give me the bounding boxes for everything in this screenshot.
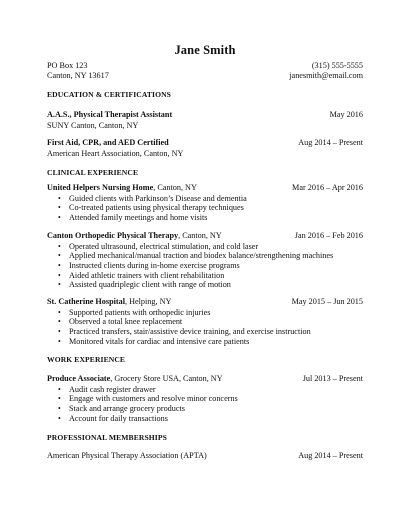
phone-number: (315) 555-5555 [311,61,363,70]
clinical-location: , Canton, NY [153,183,197,192]
membership-date: Aug 2014 – Present [298,451,363,460]
list-item: • Monitored vitals for cardiac and intensive care patients [58,336,250,346]
work-bullets [47,385,363,424]
clinical-date: May 2015 – Jun 2015 [291,297,363,306]
clinical-date: Mar 2016 – Apr 2016 [292,183,363,192]
membership-entry [47,451,363,462]
clinical-entry [47,297,363,346]
education-date: May 2016 [329,110,363,119]
clinical-location: , Helping, NY [125,297,172,306]
bullet-icon: • [58,212,61,222]
clinical-bullets [47,308,363,347]
contact-block [289,61,363,81]
bullet-icon: • [58,394,61,404]
work-heading: WORK EXPERIENCE [47,355,126,364]
certification-date: Aug 2014 – Present [298,138,363,147]
bullet-icon: • [58,270,61,280]
list-item: • Attended family meetings and home visits [58,212,208,222]
bullet-icon: • [58,326,61,336]
bullet-icon: • [58,384,61,394]
bullet-icon: • [58,280,61,290]
clinical-org: St. Catherine Hospital [47,297,126,306]
clinical-org: Canton Orthopedic Physical Therapy [47,231,179,240]
clinical-org: United Helpers Nursing Home [47,183,154,192]
work-date: Jul 2013 – Present [302,374,363,383]
clinical-heading: CLINICAL EXPERIENCE [47,168,139,177]
education-entry [47,110,363,131]
membership-title: American Physical Therapy Association (APTA) [47,451,207,460]
clinical-entry [47,231,363,290]
bullet-icon: • [58,403,61,413]
education-heading: EDUCATION & CERTIFICATIONS [47,90,171,99]
work-title: Produce Associate [47,374,111,383]
clinical-location: , Canton, NY [178,231,222,240]
address-block [47,61,109,81]
list-item: • Applied mechanical/manual traction and biodex balance/strengthening machines [58,251,334,261]
list-item: • Operated ultrasound, electrical stimulation, and cold laser [58,241,259,251]
bullet-icon: • [58,413,61,423]
education-title: A.A.S., Physical Therapist Assistant [47,110,173,119]
bullet-icon: • [58,307,61,317]
work-entry [47,374,363,423]
list-item: • Assisted quadriplegic client with range of motion [58,280,231,290]
list-item: • Account for daily transactions [58,413,168,423]
clinical-bullets [47,242,363,291]
address-line-1: PO Box 123 [47,61,88,70]
list-item: • Engage with customers and resolve minor concerns [58,394,238,404]
list-item: • Practiced transfers, stair/assistive device training, and exercise instruction [58,326,311,336]
bullet-icon: • [58,251,61,261]
list-item: • Co-treated patients using physical therapy techniques [58,203,244,213]
list-item: • Supported patients with orthopedic injuries [58,307,211,317]
clinical-date: Jan 2016 – Feb 2016 [294,231,363,240]
clinical-bullets [47,194,363,223]
list-item: • Audit cash register drawer [58,384,156,394]
bullet-icon: • [58,336,61,346]
list-item: • Observed a total knee replacement [58,317,183,327]
memberships-heading: PROFESSIONAL MEMBERSHIPS [47,433,167,442]
certification-issuer: American Heart Association, Canton, NY [47,148,184,158]
list-item: • Aided athletic trainers with client rehabilitation [58,270,225,280]
bullet-icon: • [58,317,61,327]
email-address: janesmith@email.com [289,71,363,80]
address-line-2: Canton, NY 13617 [47,71,109,80]
bullet-icon: • [58,203,61,213]
certification-entry [47,138,363,159]
clinical-entry [47,183,363,223]
resume-name: Jane Smith [174,43,236,57]
work-location: , Grocery Store USA, Canton, NY [110,374,223,383]
bullet-icon: • [58,193,61,203]
certification-title: First Aid, CPR, and AED Certified [47,138,169,147]
bullet-icon: • [58,241,61,251]
list-item: • Stack and arrange grocery products [58,403,185,413]
list-item: • Instructed clients during in-home exercise programs [58,260,240,270]
list-item: • Guided clients with Parkinson’s Disease and dementia [58,193,247,203]
bullet-icon: • [58,260,61,270]
education-institution: SUNY Canton, Canton, NY [47,120,139,130]
